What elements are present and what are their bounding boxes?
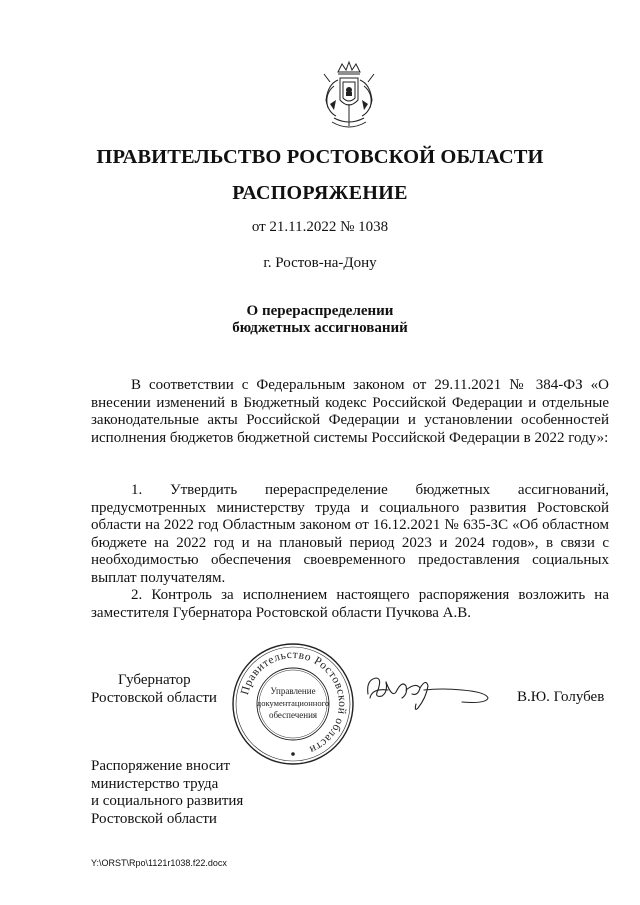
seal-inner-line-3: обеспечения	[268, 710, 318, 720]
official-seal-stamp	[230, 641, 356, 767]
submitter-note-line-4: Ростовской области	[91, 810, 217, 827]
document-date-number: от 21.11.2022 № 1038	[251, 219, 389, 235]
submitter-note-line-1: Распоряжение вносит	[91, 758, 231, 774]
subject-line-1: О перераспределении	[246, 303, 394, 319]
file-path: Y:\ORST\Rpo\1121r1038.f22.docx	[91, 858, 227, 868]
signatory-position	[91, 671, 217, 707]
seal-inner-line-1: Управление	[270, 686, 316, 696]
seal-inner-line-2: документационного	[256, 698, 330, 708]
order-item-1: 1. Утвердить перераспределение бюджетных ассигнований, предусмотренных министерству труда и социального развития Ростовской области на 2022 год Областным законом от 16.12.2021 № 635-ЗС «Об областном бюджете на 2022 год и на плановый период 2023 и 2024 годов», в связи с необходимостью обеспечения своевременного предоставления социальных выплат получателям.	[91, 482, 609, 586]
subject-line-2: бюджетных ассигнований	[232, 320, 408, 336]
document-city: г. Ростов-на-Дону	[263, 255, 377, 271]
government-title: ПРАВИТЕЛЬСТВО РОСТОВСКОЙ ОБЛАСТИ	[96, 146, 544, 168]
signatory-position-line-2: Ростовской области	[91, 690, 217, 706]
submitter-note-line-3: и социального развития	[91, 793, 244, 809]
submitter-note	[91, 758, 243, 828]
order-items	[91, 482, 609, 622]
handwritten-signature	[362, 668, 494, 714]
document-subject	[0, 303, 640, 337]
coat-of-arms-icon	[316, 60, 382, 132]
preamble-text: В соответствии с Федеральным законом от 29.11.2021 № 384-ФЗ «О внесении изменений в Бюджетный кодекс Российской Федерации и отдельные законодательные акты Российской Федерации и установлении особенностей исполнения бюджетов бюджетной системы Российской Федерации в 2022 году»:	[91, 377, 609, 446]
submitter-note-line-2: министерство труда	[91, 775, 219, 792]
signatory-name: В.Ю. Голубев	[517, 689, 605, 705]
seal-outer-text: Правительство Ростовской области	[238, 648, 349, 756]
order-item-2: 2. Контроль за исполнением настоящего распоряжения возложить на заместителя Губернатора Ростовской области Пучкова А.В.	[91, 587, 609, 621]
preamble-paragraph	[91, 377, 609, 447]
signatory-position-line-1: Губернатор	[118, 672, 191, 688]
document-type: РАСПОРЯЖЕНИЕ	[232, 182, 408, 204]
